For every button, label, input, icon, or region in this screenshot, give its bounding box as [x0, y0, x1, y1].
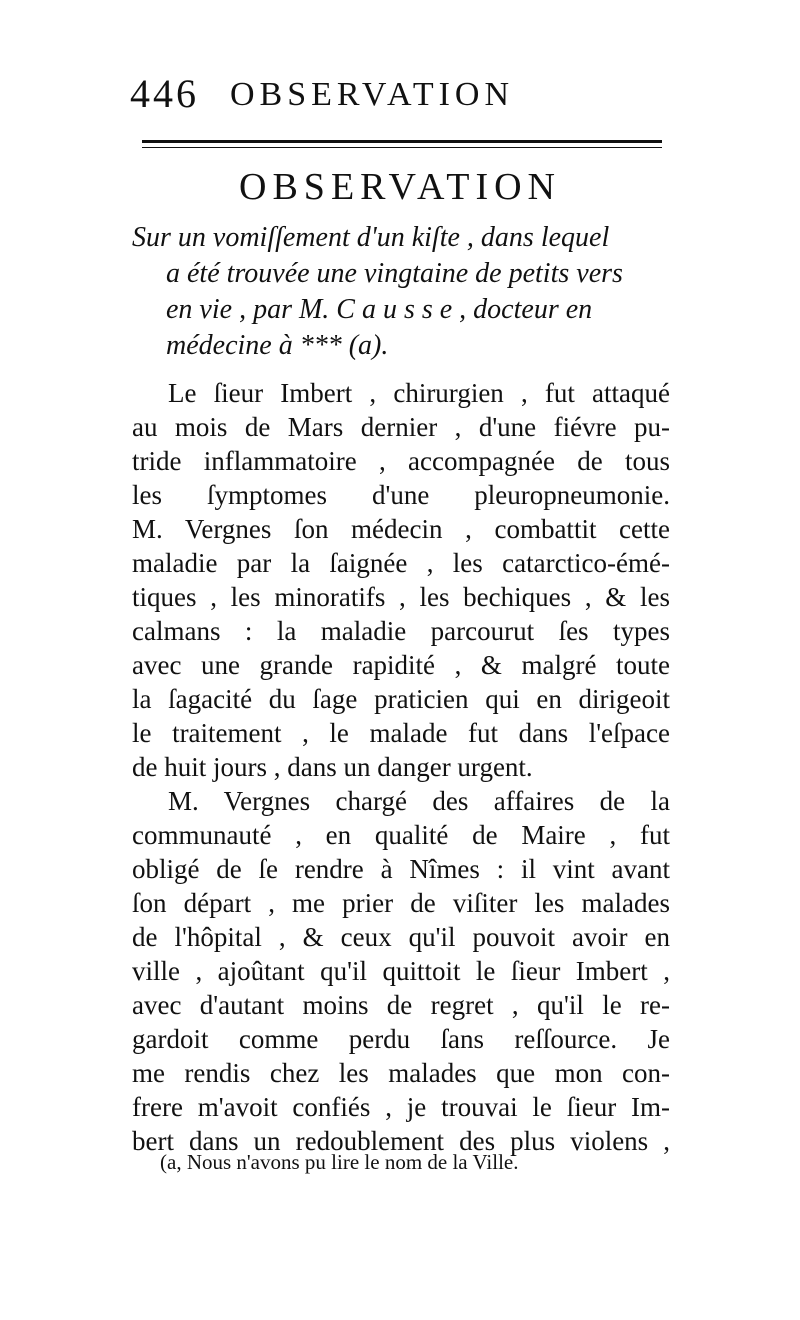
body-line: M. Vergnes chargé des affaires de la [168, 786, 670, 816]
body-line: maladie par la ſaignée , les catarctico-émé- [132, 548, 670, 578]
body-line: tride inflammatoire , accompagnée de tous [132, 446, 670, 476]
body-line: M. Vergnes ſon médecin , combattit cette [132, 514, 670, 544]
body-line: calmans : la maladie parcourut ſes types [132, 616, 670, 646]
body-line: avec d'autant moins de regret , qu'il le re- [132, 990, 670, 1020]
footnote: (a, Nous n'avons pu lire le nom de la Ville. [160, 1150, 519, 1174]
body-line: avec une grande rapidité , & malgré toute [132, 650, 670, 680]
article-title: OBSERVATION [239, 166, 561, 208]
body-line: obligé de ſe rendre à Nîmes : il vint avant [132, 854, 670, 884]
body-line: de huit jours , dans un danger urgent. [132, 752, 533, 782]
body-line: communauté , en qualité de Maire , fut [132, 820, 670, 850]
subtitle-line: a été trouvée une vingtaine de petits vers [166, 258, 623, 289]
body-line: ſon départ , me prier de viſiter les malades [132, 888, 670, 918]
body-line: gardoit comme perdu ſans reſſource. Je [132, 1024, 670, 1054]
subtitle-line: Sur un vomiſſement d'un kiſte , dans lequel [132, 222, 610, 253]
article-subtitle [132, 220, 672, 364]
subtitle-line: médecine à *** (a). [166, 330, 389, 361]
running-title: OBSERVATION [230, 76, 515, 113]
header-rule [142, 140, 662, 148]
body-line: bert dans un redoublement des plus violens , [132, 1126, 670, 1156]
body-text [132, 376, 670, 1158]
subtitle-line: en vie , par M. C a u s s e , docteur en [166, 294, 593, 325]
body-line: me rendis chez les malades que mon con- [132, 1058, 670, 1088]
body-line: tiques , les minoratifs , les bechiques , & les [132, 582, 670, 612]
body-line: au mois de Mars dernier , d'une fiévre pu- [132, 412, 670, 442]
body-line: de l'hôpital , & ceux qu'il pouvoit avoir en [132, 922, 670, 952]
page-header [130, 70, 670, 130]
body-line: frere m'avoit confiés , je trouvai le ſieur Im- [132, 1092, 670, 1122]
body-line: la ſagacité du ſage praticien qui en dirigeoit [132, 684, 670, 714]
body-line: Le ſieur Imbert , chirurgien , fut attaqué [168, 378, 670, 408]
body-line: le traitement , le malade fut dans l'eſpace [132, 718, 670, 748]
page-number: 446 [130, 71, 199, 116]
body-line: ville , ajoûtant qu'il quittoit le ſieur Imbert , [132, 956, 670, 986]
body-line: les ſymptomes d'une pleuropneumonie. [132, 480, 670, 510]
